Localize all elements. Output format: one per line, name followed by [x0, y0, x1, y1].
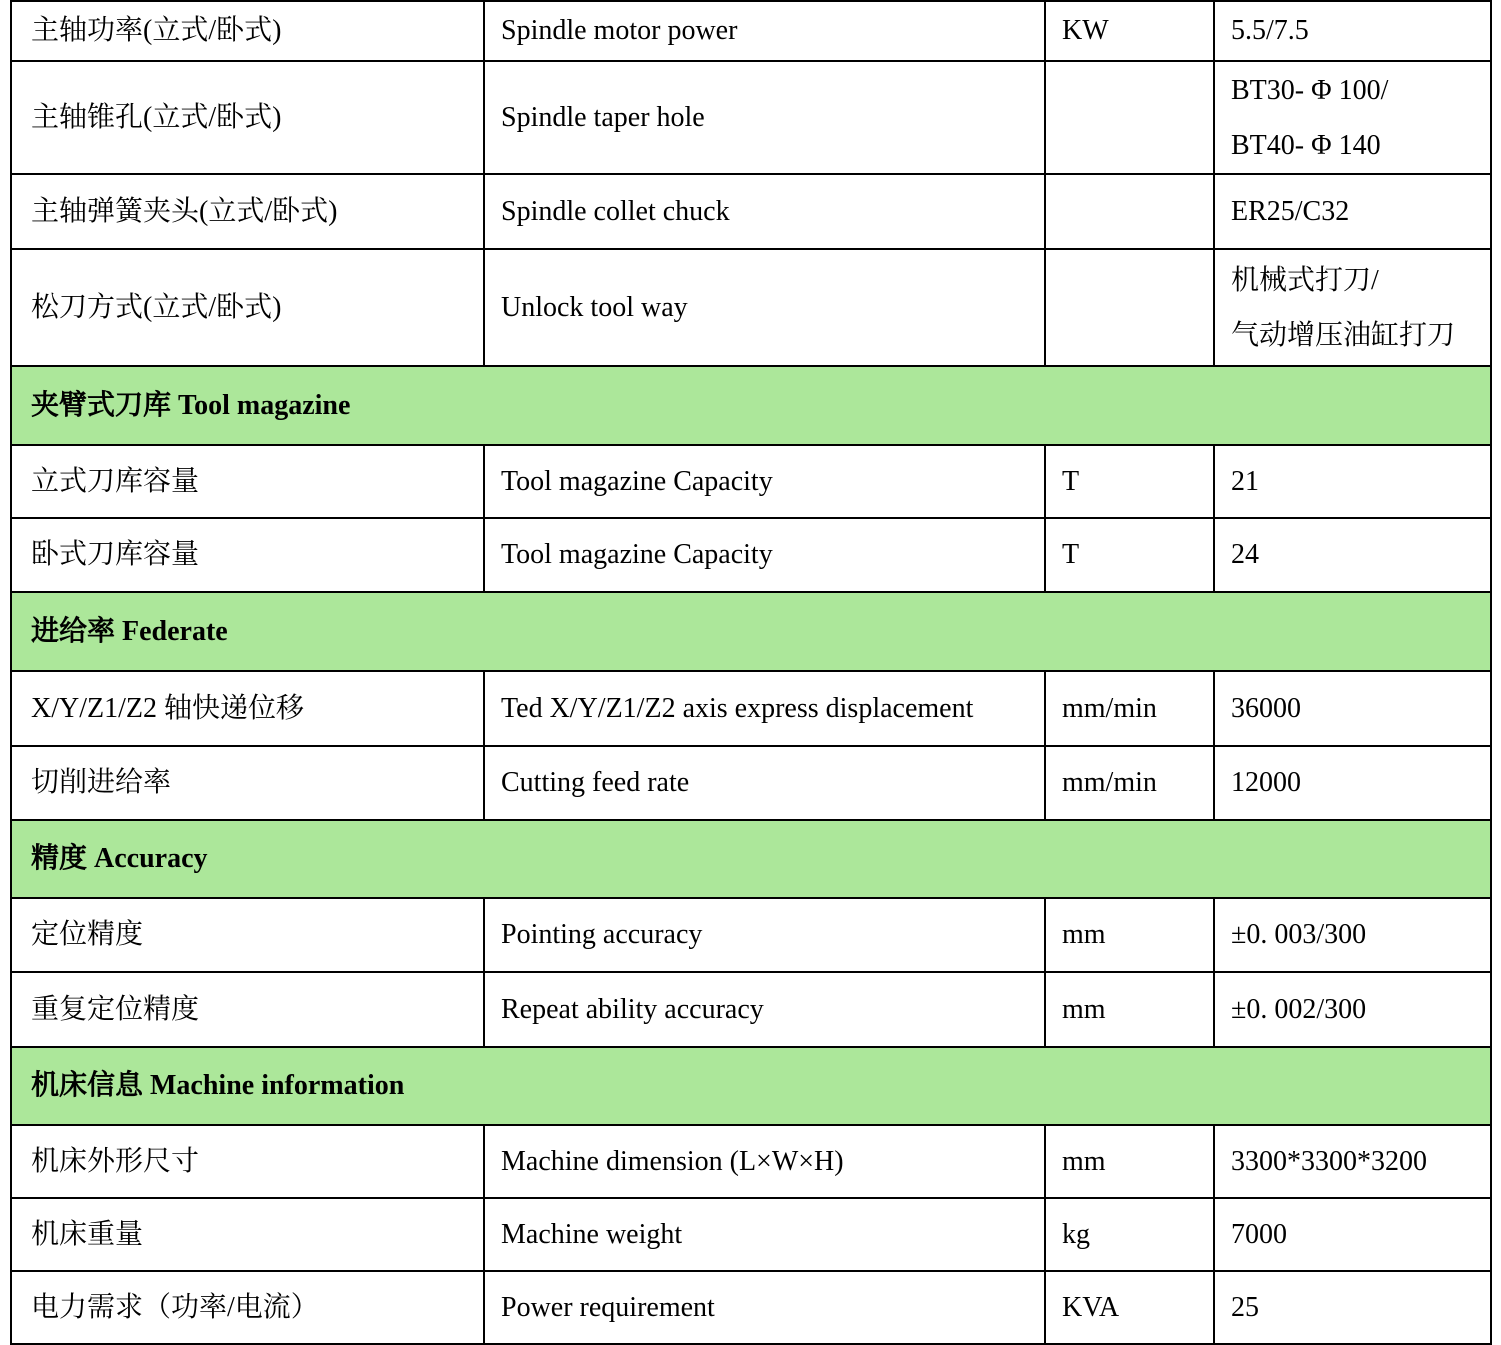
section-title: 进给率 Federate — [11, 592, 1491, 671]
en-name-cell: Spindle taper hole — [484, 61, 1045, 174]
spec-row — [11, 898, 1491, 972]
unit-cell: mm/min — [1045, 671, 1214, 746]
en-name-cell: Spindle collet chuck — [484, 174, 1045, 249]
value-line: BT40- Φ 140 — [1231, 129, 1381, 161]
value-cell — [1214, 61, 1491, 174]
unit-cell: mm — [1045, 1125, 1214, 1198]
cn-name-cell: 卧式刀库容量 — [11, 518, 484, 592]
unit-cell: KVA — [1045, 1271, 1214, 1344]
section-row — [11, 592, 1491, 671]
value-cell: ER25/C32 — [1214, 174, 1491, 249]
spec-row — [11, 746, 1491, 820]
value-cell: 7000 — [1214, 1198, 1491, 1271]
en-name-cell: Tool magazine Capacity — [484, 445, 1045, 518]
value-cell: 12000 — [1214, 746, 1491, 820]
spec-row — [11, 972, 1491, 1047]
cn-name-cell: 主轴锥孔(立式/卧式) — [11, 61, 484, 174]
value-line: BT30- Φ 100/ — [1231, 74, 1389, 106]
cn-name-cell: 松刀方式(立式/卧式) — [11, 249, 484, 366]
unit-cell — [1045, 61, 1214, 174]
unit-cell: mm — [1045, 972, 1214, 1047]
en-name-cell: Pointing accuracy — [484, 898, 1045, 972]
value-cell: 24 — [1214, 518, 1491, 592]
unit-cell — [1045, 174, 1214, 249]
value-cell: 36000 — [1214, 671, 1491, 746]
cn-name-cell: 机床重量 — [11, 1198, 484, 1271]
value-cell: 25 — [1214, 1271, 1491, 1344]
section-row — [11, 1047, 1491, 1125]
spec-row — [11, 1198, 1491, 1271]
spec-table — [10, 0, 1492, 1345]
section-title: 精度 Accuracy — [11, 820, 1491, 898]
section-row — [11, 366, 1491, 445]
section-row — [11, 820, 1491, 898]
en-name-cell: Spindle motor power — [484, 1, 1045, 61]
en-name-cell: Unlock tool way — [484, 249, 1045, 366]
cn-name-cell: X/Y/Z1/Z2 轴快递位移 — [11, 671, 484, 746]
value-line: 气动增压油缸打刀 — [1231, 319, 1456, 351]
en-name-cell: Tool magazine Capacity — [484, 518, 1045, 592]
cn-name-cell: 重复定位精度 — [11, 972, 484, 1047]
spec-row — [11, 61, 1491, 174]
value-cell: 21 — [1214, 445, 1491, 518]
unit-cell: kg — [1045, 1198, 1214, 1271]
unit-cell: mm — [1045, 898, 1214, 972]
cn-name-cell: 主轴功率(立式/卧式) — [11, 1, 484, 61]
en-name-cell: Power requirement — [484, 1271, 1045, 1344]
en-name-cell: Machine weight — [484, 1198, 1045, 1271]
spec-row — [11, 249, 1491, 366]
unit-cell: KW — [1045, 1, 1214, 61]
value-cell — [1214, 249, 1491, 366]
spec-row — [11, 1271, 1491, 1344]
cn-name-cell: 定位精度 — [11, 898, 484, 972]
cn-name-cell: 机床外形尺寸 — [11, 1125, 484, 1198]
spec-row — [11, 174, 1491, 249]
value-cell: 5.5/7.5 — [1214, 1, 1491, 61]
unit-cell: mm/min — [1045, 746, 1214, 820]
unit-cell: T — [1045, 518, 1214, 592]
cn-name-cell: 立式刀库容量 — [11, 445, 484, 518]
spec-row — [11, 1125, 1491, 1198]
en-name-cell: Cutting feed rate — [484, 746, 1045, 820]
section-title: 机床信息 Machine information — [11, 1047, 1491, 1125]
value-cell: 3300*3300*3200 — [1214, 1125, 1491, 1198]
cn-name-cell: 主轴弹簧夹头(立式/卧式) — [11, 174, 484, 249]
spec-row — [11, 1, 1491, 61]
en-name-cell: Ted X/Y/Z1/Z2 axis express displacement — [484, 671, 1045, 746]
en-name-cell: Machine dimension (L×W×H) — [484, 1125, 1045, 1198]
unit-cell — [1045, 249, 1214, 366]
spec-row — [11, 671, 1491, 746]
value-line: 机械式打刀/ — [1231, 264, 1379, 296]
unit-cell: T — [1045, 445, 1214, 518]
cn-name-cell: 切削进给率 — [11, 746, 484, 820]
spec-row — [11, 518, 1491, 592]
cn-name-cell: 电力需求（功率/电流） — [11, 1271, 484, 1344]
value-cell: ±0. 002/300 — [1214, 972, 1491, 1047]
value-cell: ±0. 003/300 — [1214, 898, 1491, 972]
en-name-cell: Repeat ability accuracy — [484, 972, 1045, 1047]
spec-row — [11, 445, 1491, 518]
section-title: 夹臂式刀库 Tool magazine — [11, 366, 1491, 445]
